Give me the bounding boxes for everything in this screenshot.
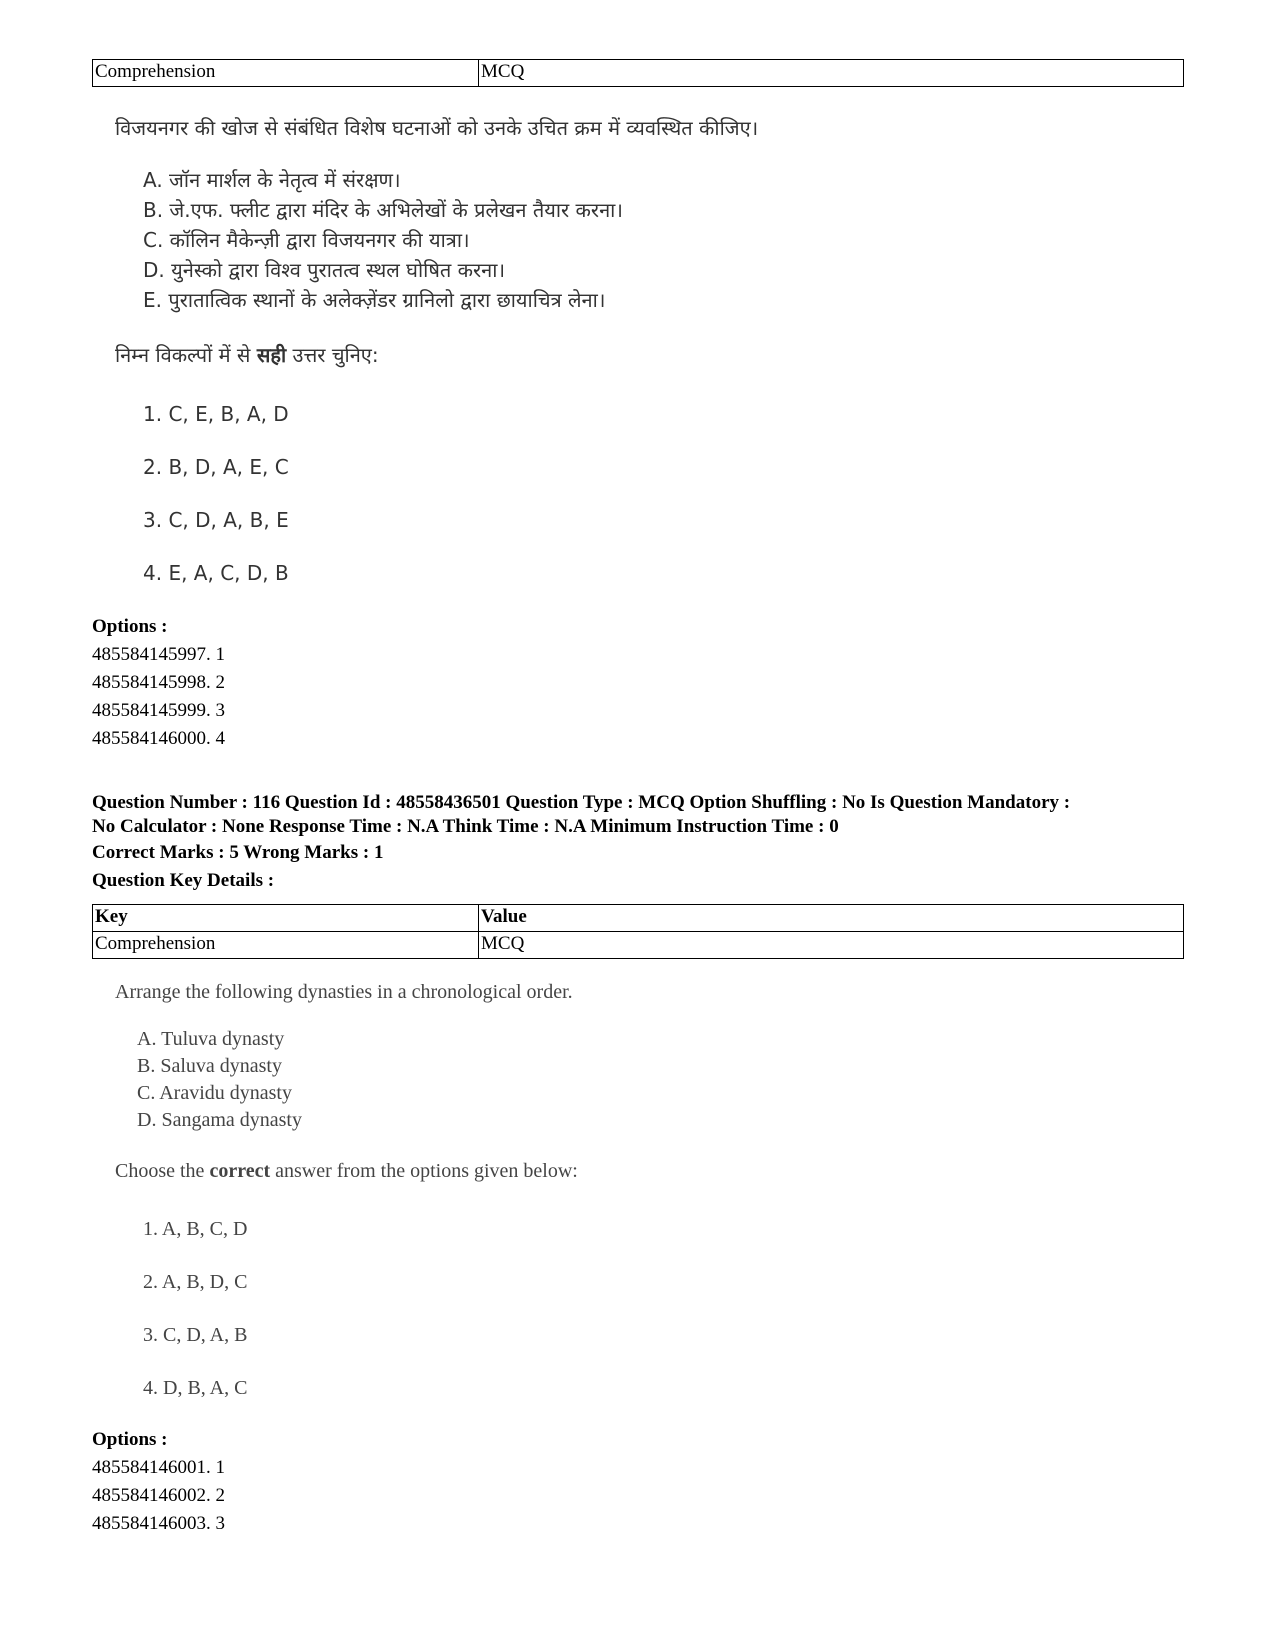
table-row bbox=[93, 60, 1184, 87]
key-details-table-top bbox=[92, 59, 1184, 87]
marks-line: Correct Marks : 5 Wrong Marks : 1 bbox=[92, 842, 384, 863]
answer-choice: 3. C, D, A, B bbox=[143, 1324, 248, 1346]
statement-item: B. Saluva dynasty bbox=[137, 1055, 282, 1077]
table-row bbox=[93, 932, 1184, 959]
statement-item: D. Sangama dynasty bbox=[137, 1109, 302, 1131]
option-item: 485584145997. 1 bbox=[92, 644, 225, 665]
table-header-key: Key bbox=[93, 905, 479, 932]
table-header-value: Value bbox=[479, 905, 1184, 932]
question-stem: Arrange the following dynasties in a chronological order. bbox=[115, 981, 573, 1003]
answer-choice: 1. A, B, C, D bbox=[143, 1218, 248, 1240]
answer-prompt: Choose the correct answer from the options given below: bbox=[115, 1160, 578, 1182]
question-meta bbox=[92, 791, 1192, 895]
statement-item: A. जॉन मार्शल के नेतृत्व में संरक्षण। bbox=[143, 168, 401, 192]
options-block bbox=[92, 613, 1192, 753]
option-item: 485584145999. 3 bbox=[92, 700, 225, 721]
statement-item: C. कॉलिन मैकेन्ज़ी द्वारा विजयनगर की यात्रा। bbox=[143, 228, 470, 252]
question-meta-line: Question Number : 116 Question Id : 48558436501 Question Type : MCQ Option Shuffling : No Is Question Mandatory : bbox=[92, 792, 1071, 813]
answer-choice: 4. D, B, A, C bbox=[143, 1377, 248, 1399]
statement-item: A. Tuluva dynasty bbox=[137, 1028, 285, 1050]
table-cell-value: MCQ bbox=[479, 932, 1184, 959]
question-meta-line: No Calculator : None Response Time : N.A Think Time : N.A Minimum Instruction Time : 0 bbox=[92, 816, 839, 837]
key-details-label: Question Key Details : bbox=[92, 870, 275, 891]
answer-choice: 1. C, E, B, A, D bbox=[143, 402, 289, 426]
hindi-question-image bbox=[115, 114, 758, 600]
statement-item: C. Aravidu dynasty bbox=[137, 1082, 292, 1104]
table-cell-key: Comprehension bbox=[93, 60, 479, 87]
option-item: 485584145998. 2 bbox=[92, 672, 225, 693]
statement-list bbox=[115, 165, 758, 315]
statement-list bbox=[115, 1026, 578, 1134]
answer-prompt: निम्न विकल्पों में से सही उत्तर चुनिए: bbox=[115, 343, 379, 367]
options-block bbox=[92, 1426, 1192, 1538]
question-stem: विजयनगर की खोज से संबंधित विशेष घटनाओं को उनके उचित क्रम में व्यवस्थित कीजिए। bbox=[115, 116, 759, 140]
table-header-row bbox=[93, 905, 1184, 932]
option-item: 485584146000. 4 bbox=[92, 728, 225, 749]
answer-choice: 2. A, B, D, C bbox=[143, 1271, 248, 1293]
answer-choice: 4. E, A, C, D, B bbox=[143, 561, 289, 585]
option-item: 485584146002. 2 bbox=[92, 1485, 225, 1506]
statement-item: D. युनेस्को द्वारा विश्व पुरातत्व स्थल घोषित करना। bbox=[143, 258, 506, 282]
answer-choice: 3. C, D, A, B, E bbox=[143, 508, 289, 532]
english-question-image bbox=[115, 981, 578, 1415]
table-cell-key: Comprehension bbox=[93, 932, 479, 959]
option-item: 485584146003. 3 bbox=[92, 1513, 225, 1534]
options-label: Options : bbox=[92, 616, 168, 637]
statement-item: B. जे.एफ. फ्लीट द्वारा मंदिर के अभिलेखों के प्रलेखन तैयार करना। bbox=[143, 198, 623, 222]
key-details-table bbox=[92, 904, 1184, 959]
option-item: 485584146001. 1 bbox=[92, 1457, 225, 1478]
statement-item: E. पुरातात्विक स्थानों के अलेक्ज़ेंडर ग्रानिलो द्वारा छायाचित्र लेना। bbox=[143, 288, 606, 312]
table-cell-value: MCQ bbox=[479, 60, 1184, 87]
answer-choice: 2. B, D, A, E, C bbox=[143, 455, 289, 479]
options-label: Options : bbox=[92, 1429, 168, 1450]
